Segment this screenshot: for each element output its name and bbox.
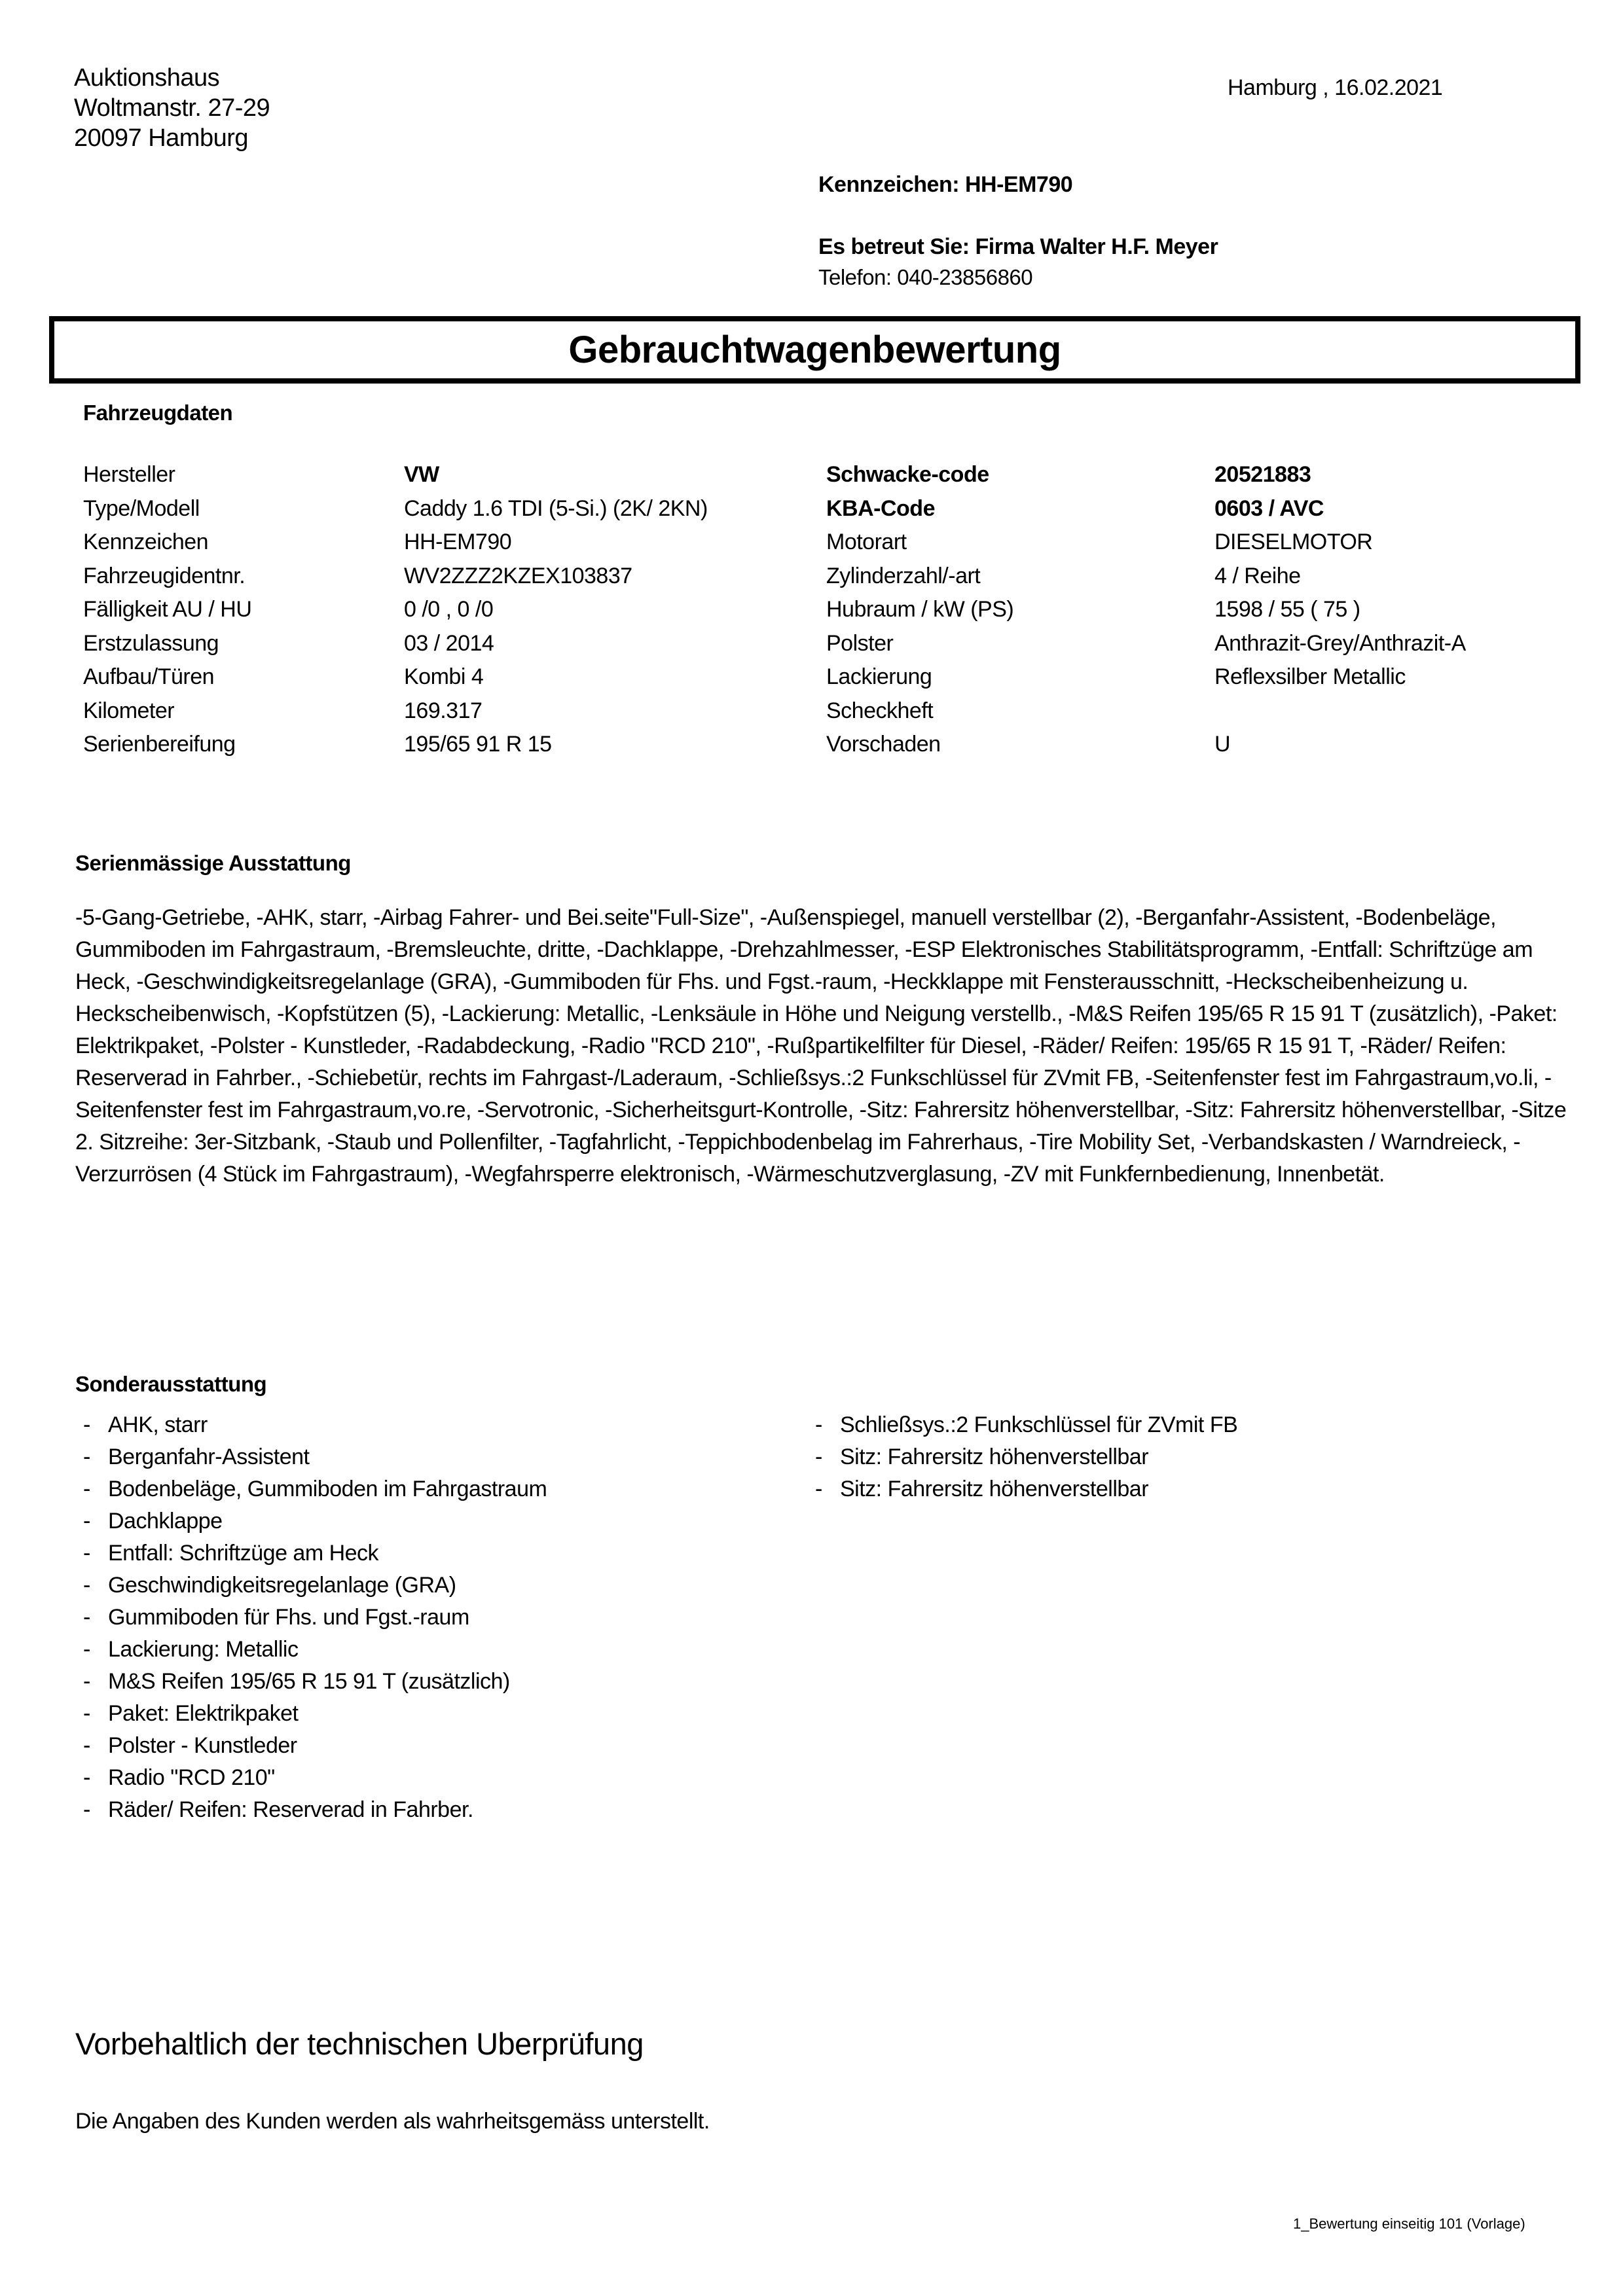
field-value: 169.317 <box>404 698 483 723</box>
field-value: 20521883 <box>1214 462 1311 487</box>
field-label: Vorschaden <box>826 732 941 757</box>
list-item <box>83 1765 547 1797</box>
list-item-text: Lackierung: Metallic <box>108 1637 299 1662</box>
list-item <box>83 1797 547 1829</box>
list-item <box>83 1444 547 1477</box>
field-value: VW <box>404 462 439 487</box>
bullet-dash: - <box>83 1477 90 1501</box>
field-label: Erstzulassung <box>83 630 219 656</box>
field-value: Kombi 4 <box>404 664 484 689</box>
list-item-text: Räder/ Reifen: Reserverad in Fahrber. <box>108 1797 473 1822</box>
date-line: Hamburg , 16.02.2021 <box>1228 75 1443 100</box>
bullet-dash: - <box>83 1573 90 1598</box>
bullet-dash: - <box>83 1669 90 1694</box>
field-label: Serienbereifung <box>83 732 236 757</box>
field-value: 0603 / AVC <box>1214 495 1324 521</box>
list-item <box>83 1541 547 1573</box>
bullet-dash: - <box>83 1509 90 1534</box>
list-item <box>815 1477 1237 1509</box>
list-item <box>83 1573 547 1605</box>
bullet-dash: - <box>815 1412 822 1437</box>
list-item <box>83 1701 547 1733</box>
list-item <box>83 1605 547 1637</box>
bullet-dash: - <box>83 1412 90 1437</box>
field-label: Aufbau/Türen <box>83 664 215 689</box>
list-item-text: Sitz: Fahrersitz höhenverstellbar <box>840 1477 1149 1501</box>
field-label: Kennzeichen <box>83 529 209 554</box>
list-item-text: Gummiboden für Fhs. und Fgst.-raum <box>108 1605 469 1630</box>
sender-line-3: 20097 Hamburg <box>74 124 249 152</box>
field-label: Hersteller <box>83 462 175 487</box>
field-label: Motorart <box>826 529 907 554</box>
bullet-dash: - <box>815 1477 822 1501</box>
bullet-dash: - <box>83 1797 90 1822</box>
list-item-text: Berganfahr-Assistent <box>108 1444 310 1469</box>
section-heading-sonderausstattung: Sonderausstattung <box>75 1372 267 1396</box>
kennzeichen-line: Kennzeichen: HH-EM790 <box>818 172 1073 197</box>
list-item-text: Radio "RCD 210" <box>108 1765 275 1790</box>
betreuer-line: Es betreut Sie: Firma Walter H.F. Meyer <box>818 234 1218 259</box>
bullet-dash: - <box>83 1765 90 1790</box>
list-item <box>83 1637 547 1669</box>
bullet-dash: - <box>83 1541 90 1566</box>
bullet-dash: - <box>83 1605 90 1630</box>
list-item <box>83 1669 547 1701</box>
list-item-text: Paket: Elektrikpaket <box>108 1701 299 1726</box>
field-value: 0 /0 , 0 /0 <box>404 597 494 622</box>
list-item-text: AHK, starr <box>108 1412 208 1437</box>
field-label: Scheckheft <box>826 698 934 723</box>
bullet-dash: - <box>83 1701 90 1726</box>
bullet-dash: - <box>83 1637 90 1662</box>
field-value: HH-EM790 <box>404 529 512 554</box>
section-heading-serienausstattung: Serienmässige Ausstattung <box>75 851 351 875</box>
field-value: 03 / 2014 <box>404 630 494 656</box>
field-value: Anthrazit-Grey/Anthrazit-A <box>1214 630 1466 656</box>
note-heading: Vorbehaltlich der technischen Uberprüfung <box>75 2026 644 2061</box>
field-value: U <box>1214 732 1231 757</box>
field-label: Fälligkeit AU / HU <box>83 597 252 622</box>
vehicle-data-table <box>83 462 1582 766</box>
list-item <box>83 1733 547 1765</box>
list-item <box>83 1477 547 1509</box>
field-value: 4 / Reihe <box>1214 563 1301 588</box>
section-heading-fahrzeugdaten: Fahrzeugdaten <box>83 401 233 425</box>
sonderausstattung-left-column <box>83 1412 547 1829</box>
list-item-text: Geschwindigkeitsregelanlage (GRA) <box>108 1573 456 1598</box>
list-item-text: M&S Reifen 195/65 R 15 91 T (zusätzlich) <box>108 1669 510 1694</box>
title-box <box>49 316 1580 384</box>
field-value: 195/65 91 R 15 <box>404 732 552 757</box>
sender-line-1: Auktionshaus <box>74 64 220 92</box>
field-label: Lackierung <box>826 664 932 689</box>
list-item-text: Entfall: Schriftzüge am Heck <box>108 1541 379 1566</box>
page-reference: 1_Bewertung einseitig 101 (Vorlage) <box>1293 2215 1525 2232</box>
field-value: Reflexsilber Metallic <box>1214 664 1406 689</box>
bullet-dash: - <box>83 1444 90 1469</box>
field-value: WV2ZZZ2KZEX103837 <box>404 563 632 588</box>
note-text: Die Angaben des Kunden werden als wahrheitsgemäss unterstellt. <box>75 2109 710 2134</box>
field-value: Caddy 1.6 TDI (5-Si.) (2K/ 2KN) <box>404 495 708 521</box>
field-label: Zylinderzahl/-art <box>826 563 981 588</box>
sonderausstattung-right-column <box>815 1412 1237 1509</box>
list-item-text: Polster - Kunstleder <box>108 1733 297 1758</box>
list-item-text: Sitz: Fahrersitz höhenverstellbar <box>840 1444 1149 1469</box>
sender-line-2: Woltmanstr. 27-29 <box>74 94 270 122</box>
field-value: DIESELMOTOR <box>1214 529 1373 554</box>
page-title: Gebrauchtwagenbewertung <box>568 329 1061 371</box>
field-label: Type/Modell <box>83 495 200 521</box>
list-item-text: Bodenbeläge, Gummiboden im Fahrgastraum <box>108 1477 547 1501</box>
list-item-text: Dachklappe <box>108 1509 223 1534</box>
bullet-dash: - <box>815 1444 822 1469</box>
list-item <box>83 1412 547 1444</box>
list-item-text: Schließsys.:2 Funkschlüssel für ZVmit FB <box>840 1412 1238 1437</box>
list-item <box>815 1444 1237 1477</box>
field-value: 1598 / 55 ( 75 ) <box>1214 597 1360 622</box>
bullet-dash: - <box>83 1733 90 1758</box>
field-label: Hubraum / kW (PS) <box>826 597 1014 622</box>
field-label: Schwacke-code <box>826 462 989 487</box>
list-item <box>815 1412 1237 1444</box>
field-label: Polster <box>826 630 894 656</box>
field-label: KBA-Code <box>826 495 935 521</box>
field-label: Fahrzeugidentnr. <box>83 563 246 588</box>
serienausstattung-paragraph: -5-Gang-Getriebe, -AHK, starr, -Airbag Fahrer- und Bei.seite"Full-Size", -Außenspiegel, manuell verstellbar (2), -Berganfahr-Assistent, -Bodenbeläge, Gummiboden im Fahrgastraum, -Bremsleuchte, dritte, -Dachklappe, -Drehzahlmesser, -ESP Elektronisches Stabilitätsprogramm, -Entfall: Schriftzüge am Heck, -Geschwindigkeitsregelanlage (GRA), -Gummiboden für Fhs. und Fgst.-raum, -Heckklappe mit Fensterausschnitt, -Heckscheibenheizung u. Heckscheibenwisch, -Kopfstützen (5), -Lackierung: Metallic, -Lenksäule in Höhe und Neigung verstellb., -M&S Reifen 195/65 R 15 91 T (zusätzlich), -Paket: Elektrikpaket, -Polster - Kunstleder, -Radabdeckung, -Radio "RCD 210", -Rußpartikelfilter für Diesel, -Räder/ Reifen: 195/65 R 15 91 T, -Räder/ Reifen: Reserverad in Fahrber., -Schiebetür, rechts im Fahrgast-/Laderaum, -Schließsys.:2 Funkschlüssel für ZVmit FB, -Seitenfenster fest im Fahrgastraum,vo.li, -Seitenfenster fest im Fahrgastraum,vo.re, -Servotronic, -Sicherheitsgurt-Kontrolle, -Sitz: Fahrersitz höhenverstellbar, -Sitz: Fahrersitz höhenverstellbar, -Sitze 2. Sitzreihe: 3er-Sitzbank, -Staub und Pollenfilter, -Tagfahrlicht, -Teppichbodenbelag im Fahrerhaus, -Tire Mobility Set, -Verbandskasten / Warndreieck, -Verzurrösen (4 Stück im Fahrgastraum), -Wegfahrsperre elektronisch, -Wärmeschutzverglasung, -ZV mit Funkfernbedienung, Innenbetät. <box>75 905 1567 1187</box>
sender-address <box>74 63 270 153</box>
field-label: Kilometer <box>83 698 175 723</box>
list-item <box>83 1509 547 1541</box>
telefon-line: Telefon: 040-23856860 <box>818 265 1033 289</box>
